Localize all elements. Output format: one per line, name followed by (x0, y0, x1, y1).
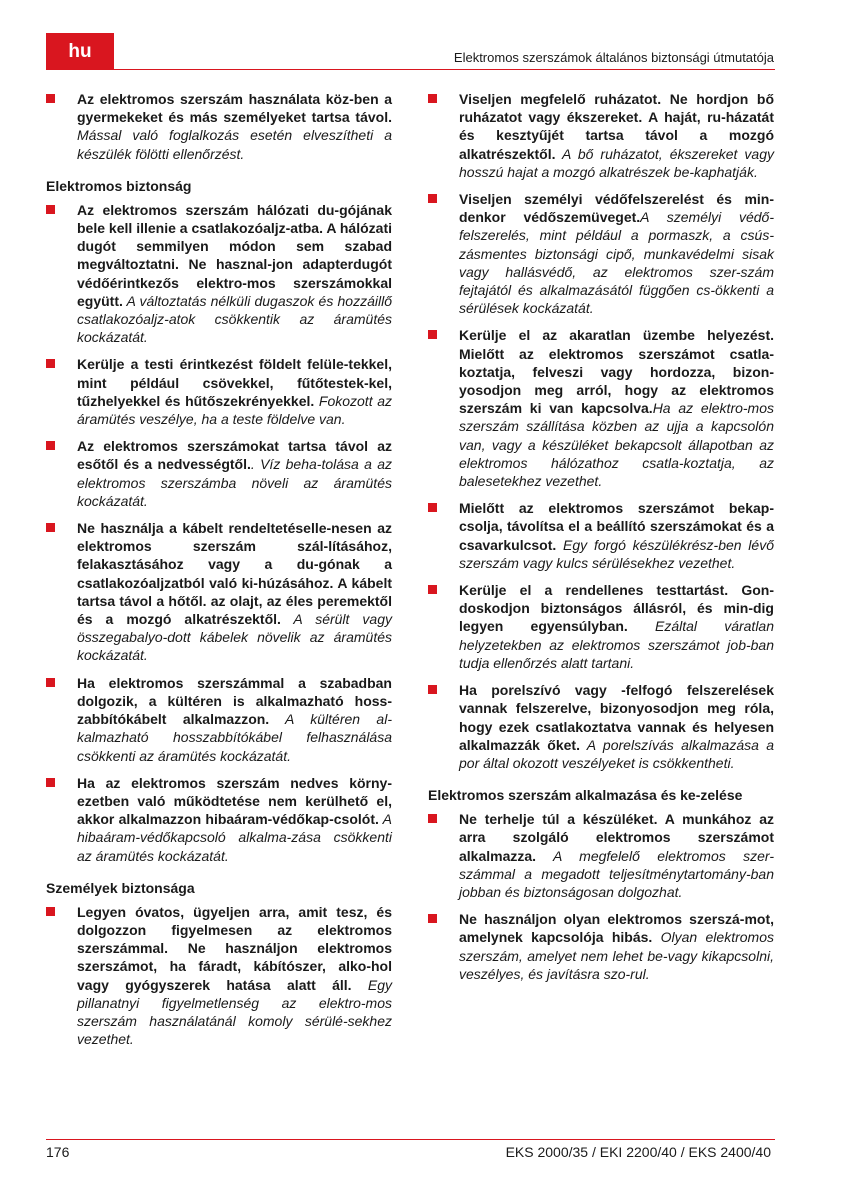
bullet-square-icon (46, 678, 55, 687)
bullet-square-icon (428, 814, 437, 823)
section-heading-tool-usage: Elektromos szerszám alkalmazása és ke-zelése (428, 787, 743, 804)
bullet-square-icon (428, 330, 437, 339)
list-item: Kerülje el a rendellenes testtartást. Gon-doskodjon biztonságos állásról, és min-dig legyen egyensúlyban. Ezáltal váratlan helyzetekben az elektromos szerszámot job-ban tudja ellenőrzés alatt tartani. (428, 581, 774, 672)
section-heading-personal-safety: Személyek biztonsága (46, 879, 195, 896)
bullet-square-icon (46, 523, 55, 532)
left-column (46, 90, 392, 1057)
section-heading-electrical-safety: Elektromos biztonság (46, 177, 192, 194)
list-item: Ne használja a kábelt rendeltetéselle-nesen az elektromos szerszám szál-lításához, felakasztásához vagy a du-gónak a csatlakozóaljzatból való ki-húzásához. A kábelt tartsa távol a hőtől. az olajt, az éles peremektől és a mozgó alkatrészektől. A sérült vagy összegabalyo-dott kábelek növelik az áramütés kockázatát. (46, 519, 392, 665)
bullet-square-icon (46, 441, 55, 450)
list-item: Kerülje a testi érintkezést földelt felüle-tekkel, mint például csövekkel, fűtőtestek-kel, tűzhelyekkel és hűtőszekrényekkel. Fokozott az áramütés veszélye, ha a teste földelve van. (46, 355, 392, 428)
header-rule (114, 69, 775, 70)
right-column (428, 90, 774, 992)
list-item: Ha az elektromos szerszám nedves körny-ezetben való működtetése nem kerülhető el, akkor alkalmazzon hibaáram-védőkap-csolót. A hibaáram-védőkapcsoló alkalma-zása csökkenti az áramütés kockázatát. (46, 774, 392, 865)
bullet-square-icon (46, 778, 55, 787)
list-item: Kerülje el az akaratlan üzembe helyezést. Mielőtt az elektromos szerszámot csatla-koztatja, felveszi vagy hordozza, bizon-yosodjon meg arról, hogy az elektromos szerszám ki van kapcsolva.Ha az elektro-mos szerszám szállítása közben az ujja a kapcsolón van, vagy a készüléket bekapcsolt állapotban az elektromos hálózathoz csatla-koztatja, az balesetekhez vezethet. (428, 326, 774, 490)
footer-model-numbers: EKS 2000/35 / EKI 2200/40 / EKS 2400/40 (505, 1144, 771, 1160)
list-item: Ha porelszívó vagy -felfogó felszerelések vannak felszerelve, bizonyosodjon meg róla, hogy ezek csatlakoztatva vannak és helyesen alkalmazzák őket. A porelszívás alkalmazása a por által okozott veszélyeket is csökkentheti. (428, 681, 774, 772)
bullet-square-icon (428, 685, 437, 694)
footer-rule (46, 1139, 775, 1140)
bullet-square-icon (46, 359, 55, 368)
list-item: Az elektromos szerszám hálózati du-gójának bele kell illenie a csatlakozóaljz-atba. A hálózati dugót semmilyen módon sem szabad megváltoztatni. Ne hasznal-jon adapterdugót védőérintkezős elektro-mos szerszámokkal együtt. A változtatás nélküli dugaszok és hozzáillő csatlakozóaljz-atok csökkentik az áramütés kockázatát. (46, 201, 392, 347)
bullet-square-icon (428, 194, 437, 203)
list-item: Viseljen személyi védőfelszerelést és min-denkor védőszemüveget.A személyi védő-felszerelés, mint például a pormaszk, a csús-zásmentes biztonsági cipő, munkavédelmi sisak vagy hallásvédő, az elektromos szer-szám fejtajától és alkalmazásától függően cs-ökkenti a sérülések kockázatát. (428, 190, 774, 317)
bullet-square-icon (428, 914, 437, 923)
bullet-square-icon (46, 205, 55, 214)
page-number: 176 (46, 1144, 70, 1160)
list-item: Ne használjon olyan elektromos szerszá-mot, amelynek kapcsolója hibás. Olyan elektromos szerszám, amelyet nem lehet be-vagy kikapcsolni, veszélyes, és javításra szo-rul. (428, 910, 774, 983)
list-item: Ha elektromos szerszámmal a szabadban dolgozik, a kültéren is alkalmazható hoss-zabbítókábelt alkalmazzon. A kültéren al-kalmazható hosszabbítókábel felhasználása csökkenti az áramütés kockázatát. (46, 674, 392, 765)
bullet-square-icon (46, 907, 55, 916)
list-item: Az elektromos szerszám használata köz-ben a gyermekeket és más személyeket tartsa távol. Mással való foglalkozás esetén elveszítheti a készülék fölötti ellenőrzést. (46, 90, 392, 163)
list-item: Mielőtt az elektromos szerszámot bekap-csolja, távolítsa el a beállító szerszámokat és a csavarkulcsot. Egy forgó készülékrész-ben lévő szerszám vagy kulcs sérülésekhez vezethet. (428, 499, 774, 572)
list-item: Viseljen megfelelő ruházatot. Ne hordjon bő ruházatot vagy ékszereket. A haját, ru-házatát és kesztyűjét tartsa távol a mozgó alkatrészektől. A bő ruházatot, ékszereket vagy hosszú hajat a mozgó alkatrészek be-kaphatják. (428, 90, 774, 181)
language-tab: hu (46, 33, 114, 70)
bullet-square-icon (428, 585, 437, 594)
bullet-square-icon (428, 94, 437, 103)
list-item: Ne terhelje túl a készüléket. A munkához az arra szolgáló elektromos szerszámot alkalmazza. A megfelelő elektromos szer-számmal a megadott teljesítménytartomány-ban jobban és biztonságosan dolgozhat. (428, 810, 774, 901)
bullet-square-icon (46, 94, 55, 103)
list-item: Legyen óvatos, ügyeljen arra, amit tesz, és dolgozzon figyelmesen az elektromos szerszámmal. Ne használjon elektromos szerszámot, ha fáradt, kábítószer, alko-hol vagy gyógyszerek hatása alatt áll. Egy pillanatnyi figyelmetlenség az elektro-mos szerszám használatánál komoly sérülé-sekhez vezethet. (46, 903, 392, 1049)
header-title: Elektromos szerszámok általános biztonsági útmutatója (453, 50, 774, 65)
list-item: Az elektromos szerszámokat tartsa távol az esőtől és a nedvességtől.. Víz beha-tolása a az elektromos szerszámba növeli az áramütés kockázatát. (46, 437, 392, 510)
bullet-square-icon (428, 503, 437, 512)
